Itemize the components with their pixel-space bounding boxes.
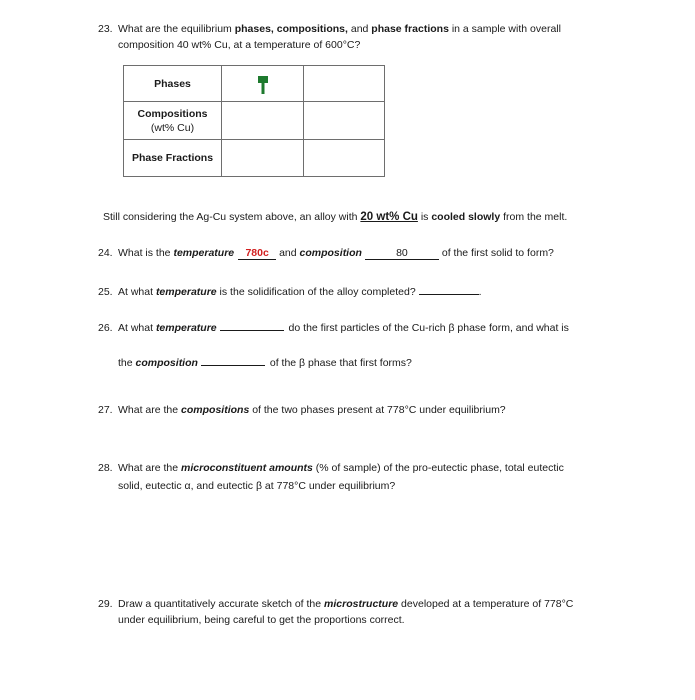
q24-line: What is the temperature 780c and composition 80 of the first solid to form?: [118, 247, 554, 259]
q26-line2: the composition of the β phase that first forms?: [118, 357, 412, 369]
fractions-cell-1[interactable]: [222, 140, 304, 177]
q29-line2: under equilibrium, being careful to get the proportions correct.: [118, 614, 405, 626]
q24-number: 24.: [98, 247, 113, 259]
q28-line1: What are the microconstituent amounts (% of sample) of the pro-eutectic phase, total eutectic: [118, 462, 564, 474]
q23-line2: composition 40 wt% Cu, at a temperature of 600°C?: [118, 39, 361, 51]
q27-line: What are the compositions of the two phases present at 778°C under equilibrium?: [118, 404, 506, 416]
q27-number: 27.: [98, 404, 113, 416]
intro-text: Still considering the Ag-Cu system above, an alloy with 20 wt% Cu is cooled slowly from the melt.: [103, 211, 568, 223]
q28-number: 28.: [98, 462, 113, 474]
q24-temperature-answer[interactable]: 780c: [238, 247, 276, 260]
table-row-label: Phase Fractions: [124, 140, 222, 177]
compositions-cell-1[interactable]: [222, 102, 304, 140]
table-row-compositions: [124, 102, 385, 140]
q23-line1: What are the equilibrium phases, compositions, and phase fractions in a sample with overall: [118, 23, 561, 35]
q29-line1: Draw a quantitatively accurate sketch of the microstructure developed at a temperature of 778°C: [118, 598, 574, 610]
compositions-cell-2[interactable]: [304, 102, 385, 140]
q28-line2: solid, eutectic α, and eutectic β at 778°C under equilibrium?: [118, 480, 396, 492]
q25-number: 25.: [98, 286, 113, 298]
q26-line1: At what temperature do the first particles of the Cu-rich β phase form, and what is: [118, 322, 569, 334]
phases-cell-1[interactable]: [222, 66, 304, 102]
q29-number: 29.: [98, 598, 113, 610]
q26-number: 26.: [98, 322, 113, 334]
table-row-label: Compositions (wt% Cu): [124, 102, 222, 140]
table-row-phase-fractions: [124, 140, 385, 177]
q26-composition-blank[interactable]: [201, 365, 265, 366]
table-row-label: Phases: [124, 66, 222, 102]
q25-answer-blank[interactable]: [419, 294, 479, 295]
fractions-cell-2[interactable]: [304, 140, 385, 177]
q24-composition-answer[interactable]: 80: [365, 247, 439, 260]
pin-icon: [258, 76, 268, 94]
phase-table: [123, 65, 385, 177]
q25-line: At what temperature is the solidification of the alloy completed? .: [118, 286, 482, 298]
table-row-phases: [124, 66, 385, 102]
q26-temperature-blank[interactable]: [220, 330, 284, 331]
q23-number: 23.: [98, 23, 113, 35]
phases-cell-2[interactable]: [304, 66, 385, 102]
